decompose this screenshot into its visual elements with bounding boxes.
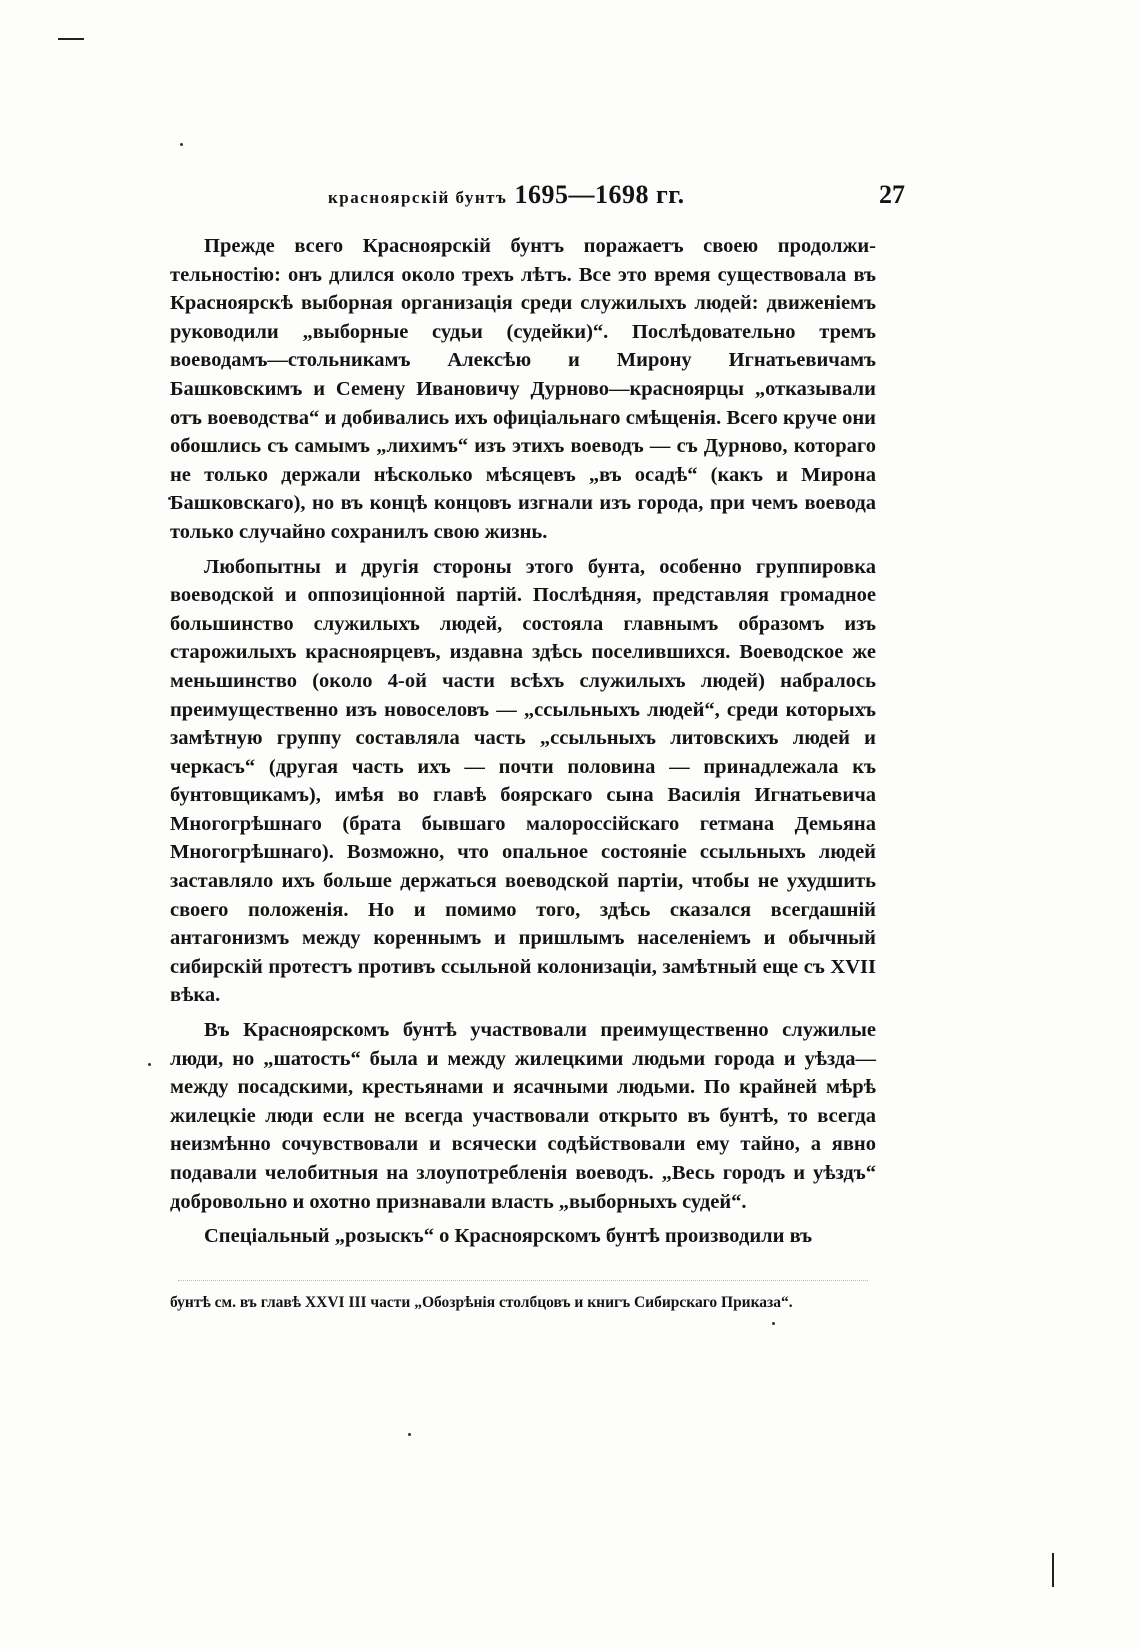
body-text: [170, 232, 876, 1257]
page-number: 27: [879, 180, 905, 209]
scan-speck: [408, 1433, 411, 1436]
paragraph: Прежде всего Красноярскій бунтъ поражаетъ своею продолжительностію: онъ длился около трехъ лѣтъ. Все это время существовала въ Красноярскѣ выборная организація среди служилыхъ людей: движеніемъ руководили „выборные судьи (судейки)“. Послѣдовательно тремъ воеводамъ—стольникамъ Алексѣю и Мирону Игнатьевичамъ Башковскимъ и Семену Ивановичу Дурново—красноярцы „отказывали отъ воеводства“ и добивались ихъ офиціальнаго смѣщенія. Всего круче они обошлись съ самымъ „лихимъ“ изъ этихъ воеводъ — съ Дурново, котораго не только держали нѣсколько мѣсяцевъ „въ осадѣ“ (какъ и Мирона Башковскаго), но въ концѣ концовъ изгнали изъ города, при чемъ воевода только случайно сохранилъ свою жизнь.: [170, 235, 876, 543]
scan-edge-mark: [1052, 1553, 1054, 1587]
running-title-text: красноярскій бунтъ: [328, 188, 508, 207]
footnote-separator: [178, 1280, 868, 1281]
scan-speck: [148, 1063, 151, 1066]
running-header: [185, 176, 915, 216]
running-title: [328, 180, 685, 210]
running-title-years: 1695—1698 гг.: [507, 180, 685, 209]
paragraph: Любопытны и другія стороны этого бунта, особенно группировка воеводской и оппозиціонной партій. Послѣдняя, представляя громадное большинство служилыхъ людей, состояла главнымъ образомъ изъ старожилыхъ красноярцевъ, издавна здѣсь поселившихся. Воеводское же меньшинство (около 4-ой части всѣхъ служилыхъ людей) набралось преимущественно изъ новоселовъ — „ссыльныхъ людей“, среди которыхъ замѣтную группу составляла часть „ссыльныхъ литовскихъ людей и черкасъ“ (другая часть ихъ — почти половина — принадлежала къ бунтовщикамъ), имѣя во главѣ боярскаго сына Василія Игнатьевича Многогрѣшнаго (брата бывшаго малороссійскаго гетмана Демьяна Многогрѣшнаго). Возможно, что опальное состояніе ссыльныхъ людей заставляло ихъ больше держаться воеводской партіи, чтобы не ухудшить своего положенія. Но и помимо того, здѣсь сказался всегдашній антагонизмъ между кореннымъ и пришлымъ населеніемъ и обычный сибирскій протестъ противъ ссыльной колонизаціи, замѣтный еще съ XVII вѣка.: [170, 555, 876, 1007]
scan-speck: [180, 143, 183, 146]
paragraph: Въ Красноярскомъ бунтѣ участвовали преимущественно служилые люди, но „шатость“ была и между жилецкими людьми города и уѣзда— между посадскими, крестьянами и ясачными людьми. По крайней мѣрѣ жилецкіе люди если не всегда участвовали открыто въ бунтѣ, то всегда неизмѣнно сочувствовали и всячески содѣйствовали ему тайно, а явно подавали челобитныя на злоупотребленія воеводъ. „Весь городъ и уѣздъ“ добровольно и охотно признавали власть „выборныхъ судей“.: [170, 1019, 876, 1213]
scan-speck: [772, 1322, 775, 1325]
scan-edge-mark: [58, 38, 84, 40]
paragraph: Спеціальный „розыскъ“ о Красноярскомъ бунтѣ производили въ: [204, 1225, 813, 1248]
footnote: бунтѣ см. въ главѣ XXVI III части „Обозрѣнія столбцовъ и книгъ Сибирскаго Приказа“.: [170, 1294, 793, 1311]
